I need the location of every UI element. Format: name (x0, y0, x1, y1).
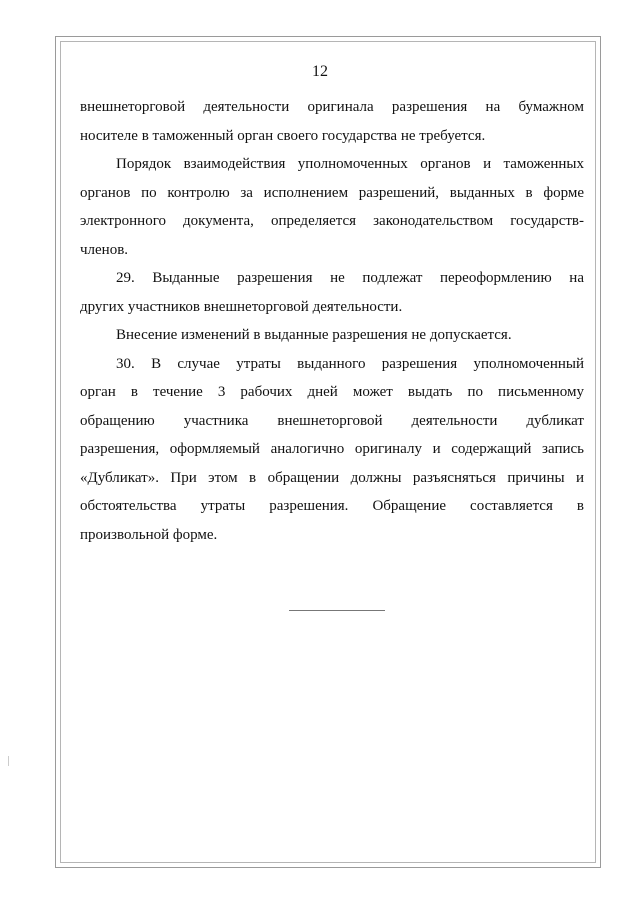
text-line: членов. (80, 241, 129, 258)
text-line: носителе в таможенный орган своего государства не требуется. (80, 127, 486, 144)
text-line: электронного документа, определяется законодательством государств- (80, 213, 584, 229)
text-line: произвольной форме. (80, 526, 218, 543)
end-divider (289, 610, 385, 611)
text-line: Внесение изменений в выданные разрешения не допускается. (116, 327, 512, 343)
text-line: обращению участника внешнеторговой деятельности дубликат (80, 412, 584, 429)
paragraph (80, 150, 584, 264)
scan-artifact (8, 756, 9, 766)
text-line: обстоятельства утраты разрешения. Обращение составляется в (80, 498, 584, 514)
document-body (80, 93, 584, 549)
text-line: органов по контролю за исполнением разрешений, выданных в форме (80, 184, 584, 201)
text-line: разрешения, оформляемый аналогично оригиналу и содержащий запись (80, 441, 584, 457)
paragraph-item-29 (80, 264, 584, 321)
page-number: 12 (312, 63, 328, 80)
text-line: Порядок взаимодействия уполномоченных органов и таможенных (116, 156, 584, 172)
paragraph (80, 93, 584, 150)
text-line: «Дубликат». При этом в обращении должны разъясняться причины и (80, 469, 584, 486)
text-line: орган в течение 3 рабочих дней может выдать по письменному (80, 384, 584, 400)
paragraph (80, 321, 584, 350)
text-line: 30. В случае утраты выданного разрешения уполномоченный (116, 355, 584, 372)
text-line: 29. Выданные разрешения не подлежат переоформлению на (116, 270, 584, 286)
text-line: других участников внешнеторговой деятельности. (80, 298, 403, 315)
text-line: внешнеторговой деятельности оригинала разрешения на бумажном (80, 99, 584, 115)
paragraph-item-30 (80, 350, 584, 550)
